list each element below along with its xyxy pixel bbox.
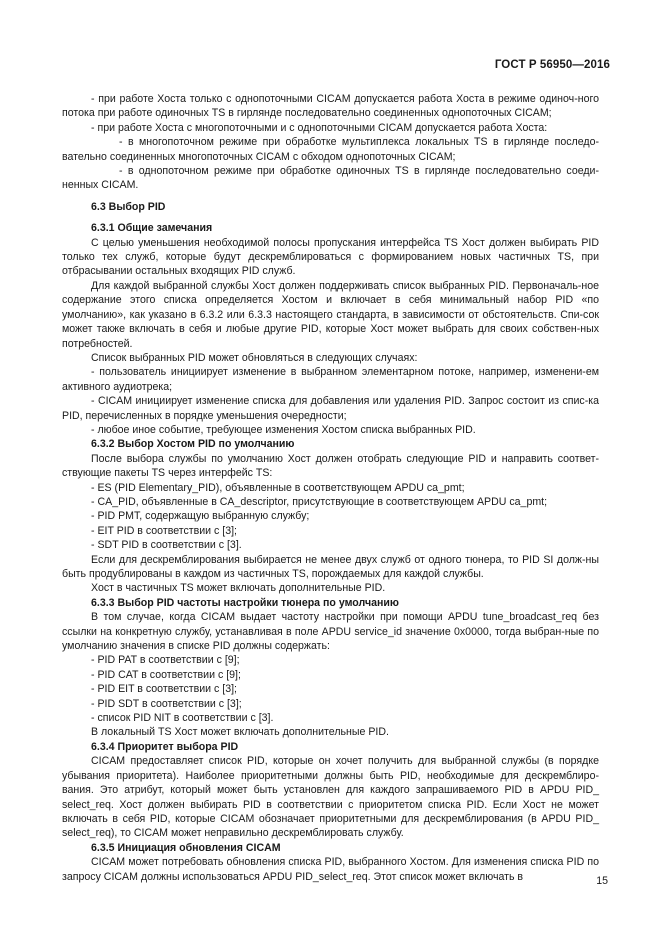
section-heading: 6.3 Выбор PID [91, 200, 166, 213]
section-heading: 6.3.3 Выбор PID частоты настройки тюнера по умолчанию [91, 596, 399, 609]
document-body [62, 92, 599, 884]
paragraph: - PID PAT в соответствии с [9]; [91, 654, 240, 667]
paragraph: Хост в частичных TS может включать дополнительные PID. [91, 582, 386, 595]
paragraph: - CICAM инициирует изменение списка для добавления или удаления PID. Запрос состоит из спис-ка PID, перечисленных в порядке уменьшения очередности; [62, 395, 599, 422]
paragraph: После выбора службы по умолчанию Хост должен отобрать следующие PID и направить соответ-ствующие пакеты TS через интерфейс TS: [62, 452, 599, 480]
paragraph: Список выбранных PID может обновляться в следующих случаях: [91, 351, 418, 364]
paragraph: В локальный TS Хост может включать дополнительные PID. [91, 726, 389, 739]
paragraph: - CA_PID, объявленные в CA_descriptor, присутствующие в соответствующем APDU ca_pmt; [91, 495, 548, 508]
paragraph: В том случае, когда CICAM выдает частоту настройки при помощи APDU tune_broadcast_req без ссылки на конкретную службу, устанавливая в поле APDU service_id значение 0x0000, тогда выбран-ные по умолчанию значения в списке PID должны содержать: [62, 611, 599, 653]
paragraph: - в многопоточном режиме при обработке мультиплекса локальных TS в гирлянде последо-вательно соединенных многопоточных CICAM с обходом однопоточных CICAM; [62, 136, 599, 163]
paragraph: С целью уменьшения необходимой полосы пропускания интерфейса TS Хост должен выбирать PID только тех служб, которые будут дескремблироваться с формированием новых частичных TS, при отбрасывании остальных входящих PID служб. [62, 236, 599, 278]
section-heading: 6.3.1 Общие замечания [91, 222, 213, 235]
section-heading: 6.3.2 Выбор Хостом PID по умолчанию [91, 438, 295, 451]
paragraph: - при работе Хоста с многопоточными и с однопоточными CICAM допускается работа Хоста: [91, 121, 548, 134]
paragraph: - EIT PID в соответствии с [3]; [91, 524, 237, 537]
paragraph: - PID SDT в соответствии с [3]; [91, 697, 242, 710]
page-number: 15 [596, 875, 608, 887]
paragraph: - в однопоточном режиме при обработке одиночных TS в гирлянде последовательно соеди-ненных CICAM. [62, 165, 599, 192]
document-header: ГОСТ Р 56950—2016 [494, 59, 610, 71]
paragraph: - любое иное событие, требующее изменения Хостом списка выбранных PID. [91, 423, 476, 436]
section-heading: 6.3.5 Инициация обновления CICAM [91, 841, 281, 854]
paragraph: CICAM может потребовать обновления списка PID, выбранного Хостом. Для изменения списка PID по запросу CICAM должны использоваться APDU PID_select_req. Этот список может включать в [62, 856, 599, 883]
paragraph: - PID EIT в соответствии с [3]; [91, 683, 237, 696]
paragraph: - список PID NIT в соответствии с [3]. [91, 712, 274, 725]
paragraph: - пользователь инициирует изменение в выбранном элементарном потоке, например, изменени-ем активного аудиотрека; [62, 366, 599, 393]
paragraph: - SDT PID в соответствии с [3]. [91, 539, 242, 552]
paragraph: Для каждой выбранной службы Хост должен поддерживать список выбранных PID. Первоначаль-ное содержание этого списка определяется Хостом и включает в себя минимальный набор PID «по умолчанию», как указано в 6.3.2 или 6.3.3 настоящего стандарта, в зависимости от обстоятельств. Спи-сок может также включать в себя и любые другие PID, которые Хост может выбрать для своих собствен-ных потребностей. [62, 279, 599, 350]
paragraph: - при работе Хоста только с однопоточными CICAM допускается работа Хоста в режиме одиноч-ного потока при работе одиночных TS в гирлянде последовательно соединенных однопоточных CICAM; [62, 93, 599, 120]
paragraph: - PID PMT, содержащую выбранную службу; [91, 510, 310, 523]
paragraph: CICAM предоставляет список PID, которые он хочет получить для выбранной службы (в порядке убывания приоритета). Наиболее приоритетными должны быть PID, необходимые для дескремблиро-вания. Это атрибут, который может быть установлен для каждого запрашиваемого PID в APDU PID_ select_req. Хост должен выбирать PID в соответствии с приоритетом списка PID. Если Хост не может включать в себя PID, которые CICAM обозначает приоритетными для дескремблирования (в APDU PID_ select_req), то CICAM может неправильно дескремблировать службу. [62, 755, 599, 840]
section-heading: 6.3.4 Приоритет выбора PID [91, 740, 239, 753]
paragraph: - ES (PID Elementary_PID), объявленные в соответствующем APDU ca_pmt; [91, 481, 465, 494]
paragraph: Если для дескремблирования выбирается не менее двух служб от одного тюнера, то PID SI долж-ны быть продублированы в каждом из частичных TS, порождаемых для каждой службы. [62, 553, 599, 580]
paragraph: - PID CAT в соответствии с [9]; [91, 668, 241, 681]
